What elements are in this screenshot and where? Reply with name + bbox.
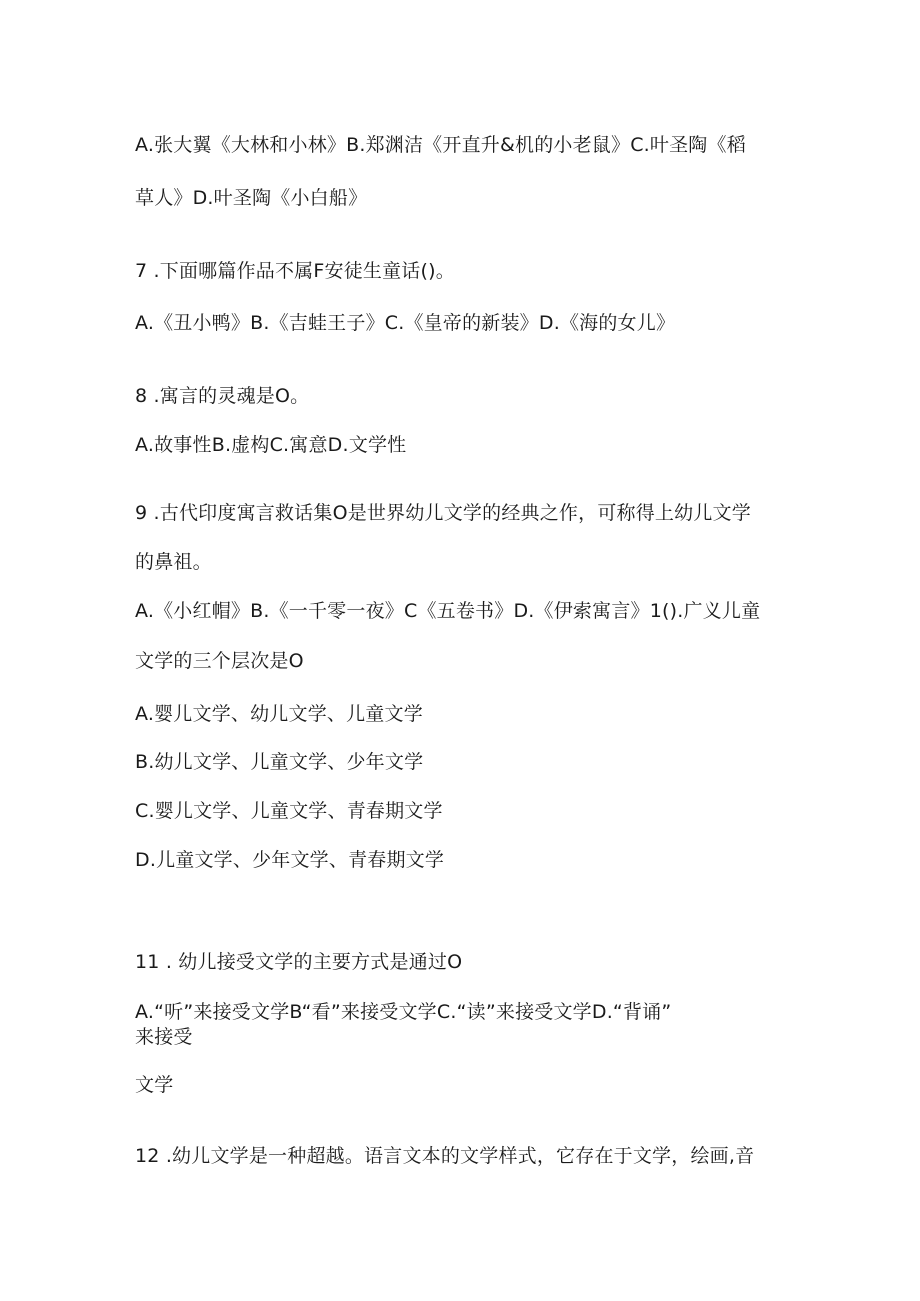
question-10-option-b: B.幼儿文学、儿童文学、少年文学 [135, 751, 424, 773]
question-10-option-d: D.儿童文学、少年文学、青春期文学 [135, 849, 445, 871]
question-8-options: A.故事性B.虚构C.寓意D.文学性 [135, 434, 407, 456]
question-9-options-and-question-10-stem: A.《小红帽》B.《一千零一夜》C《五卷书》D.《伊索寓言》1().广义儿童 [135, 600, 761, 622]
question-10-option-a: A.婴儿文学、幼儿文学、儿童文学 [135, 703, 423, 725]
question-7-options: A.《丑小鸭》B.《吉蛙王子》C.《皇帝的新装》D.《海的女儿》 [135, 312, 676, 334]
question-11-stem: 11 . 幼儿接受文学的主要方式是通过O [135, 951, 463, 973]
question-9-stem-line-1: 9 .古代印度寓言救话集O是世界幼儿文学的经典之作，可称得上幼儿文学 [135, 502, 751, 524]
question-11-options-line-1: A.“听”来接受文学B“看”来接受文学C.“读”来接受文学D.“背诵” [135, 1001, 672, 1023]
question-9-stem-line-2: 的鼻祖。 [135, 551, 212, 573]
question-10-stem-line-2: 文学的三个层次是O [135, 650, 304, 672]
question-7-stem: 7 .下面哪篇作品不属F安徒生童话()。 [135, 260, 455, 282]
question-10-option-c: C.婴儿文学、儿童文学、青春期文学 [135, 800, 443, 822]
question-6-options-line-1: A.张大翼《大林和小林》B.郑渊洁《开直升&机的小老鼠》C.叶圣陶《稻 [135, 134, 746, 156]
question-6-options-line-2: 草人》D.叶圣陶《小白船》 [135, 187, 368, 209]
question-8-stem: 8 .寓言的灵魂是O。 [135, 385, 310, 407]
question-11-options-line-2: 来接受 [135, 1026, 193, 1048]
question-11-options-line-3: 文学 [135, 1074, 174, 1096]
question-12-stem: 12 .幼儿文学是一种超越。语言文本的文学样式，它存在于文学，绘画,音 [135, 1145, 755, 1167]
